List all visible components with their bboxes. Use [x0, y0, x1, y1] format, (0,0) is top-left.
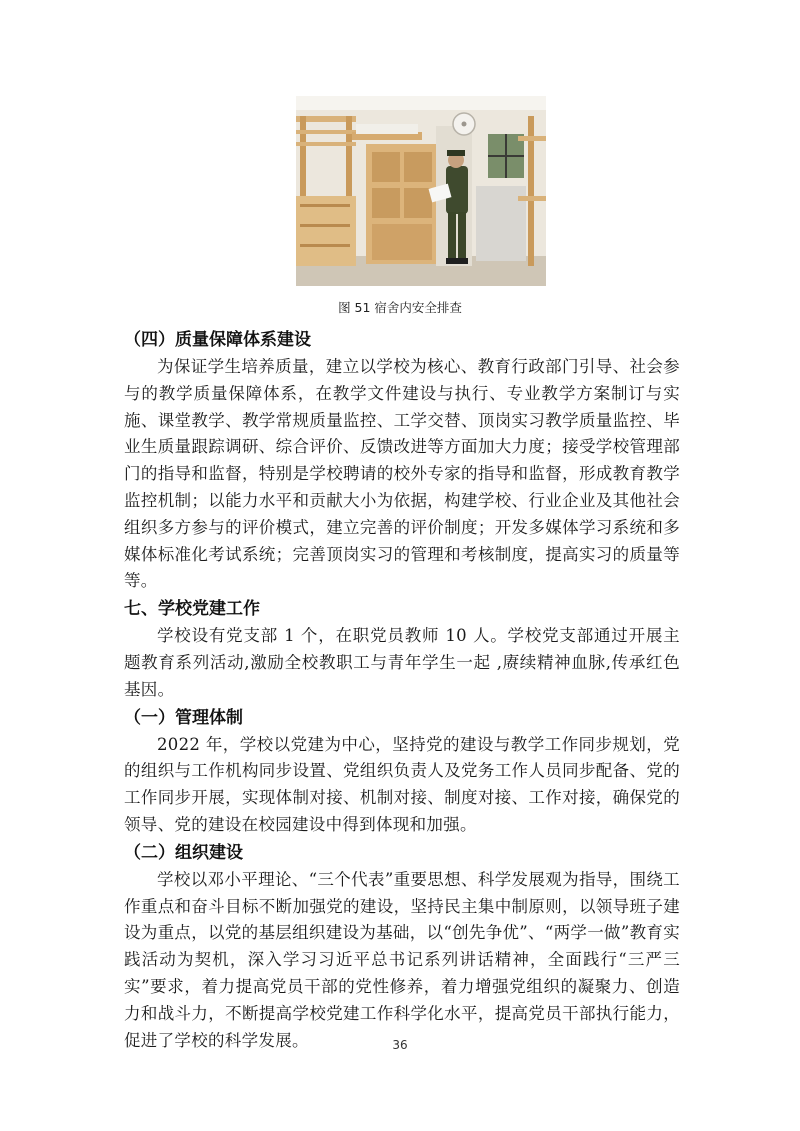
section-heading-party-building: 七、学校党建工作: [124, 599, 260, 620]
section-heading-quality-assurance: （四）质量保障体系建设: [124, 330, 311, 350]
page-number: 36: [392, 1038, 408, 1052]
section-heading-organization: （二）组织建设: [124, 842, 243, 863]
section-heading-management-system: （一）管理体制: [124, 707, 243, 728]
dormitory-scene-illustration: [296, 96, 546, 286]
dormitory-inspection-photo: [296, 96, 546, 286]
paragraph-organization: 学校以邓小平理论、“三个代表”重要思想、科学发展观为指导，围绕工作重点和奋斗目标不断加强党的建设，坚持民主集中制原则，以领导班子建设为重点，以党的基层组织建设为基础，以“创先争优”、“两学一做”教育实践活动为契机，深入学习习近平总书记系列讲话精神，全面践行“三严三实”要求，着力提高党员干部的党性修养，着力增强党组织的凝聚力、创造力和战斗力，不断提高学校党建工作科学化水平，提高党员干部执行能力，促进了学校的科学发展。: [124, 869, 680, 1050]
paragraph-quality-assurance: 为保证学生培养质量，建立以学校为核心、教育行政部门引导、社会参与的教学质量保障体系，在教学文件建设与执行、专业教学方案制订与实施、课堂教学、教学常规质量监控、工学交替、顶岗实习教学质量监控、毕业生质量跟踪调研、综合评价、反馈改进等方面加大力度；接受学校管理部门的指导和监督，特别是学校聘请的校外专家的指导和监督，形成教育教学监控机制；以能力水平和贡献大小为依据，构建学校、行业企业及其他社会组织多方参与的评价模式，建立完善的评价制度；开发多媒体学习系统和多媒体标准化考试系统；完善顶岗实习的管理和考核制度，提高实习的质量等等。: [124, 357, 680, 591]
figure-caption: 图 51 宿舍内安全排查: [338, 300, 462, 315]
paragraph-party-building: 学校设有党支部 1 个，在职党员教师 10 人。学校党支部通过开展主题教育系列活动,激励全校教职工与青年学生一起 ,赓续精神血脉,传承红色基因。: [124, 626, 680, 699]
document-body: [124, 326, 680, 1054]
paragraph-management-system: 2022 年，学校以党建为中心，坚持党的建设与教学工作同步规划，党的组织与工作机构同步设置、党组织负责人及党务工作人员同步配备、党的工作同步开展，实现体制对接、机制对接、制度对接、工作对接，确保党的领导、党的建设在校园建设中得到体现和加强。: [124, 734, 680, 834]
